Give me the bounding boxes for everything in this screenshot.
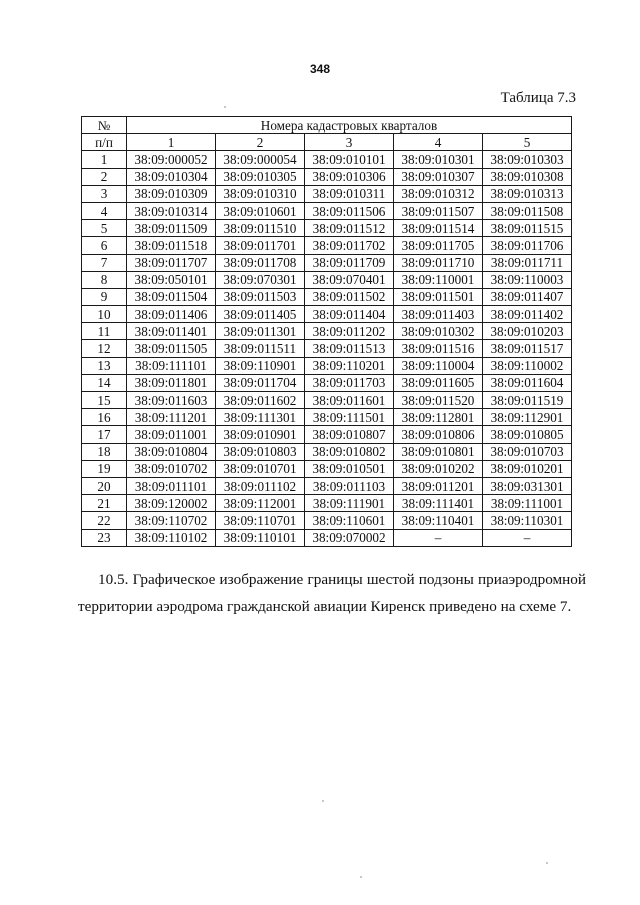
row-number-cell: 12 [82,340,127,357]
cadastral-number-cell: 38:09:011519 [483,392,572,409]
cadastral-number-cell: 38:09:011101 [127,477,216,494]
cadastral-number-cell: 38:09:112001 [216,495,305,512]
row-number-cell: 22 [82,512,127,529]
cadastral-number-cell: – [483,529,572,546]
cadastral-number-cell: 38:09:011512 [305,220,394,237]
cadastral-number-cell: 38:09:011201 [394,477,483,494]
cadastral-number-cell: 38:09:011518 [127,237,216,254]
table-row [82,288,572,305]
cadastral-number-cell: 38:09:011406 [127,306,216,323]
column-number-header: 5 [483,134,572,151]
table-row [82,306,572,323]
cadastral-number-cell: 38:09:010301 [394,151,483,168]
cadastral-number-cell: 38:09:011801 [127,374,216,391]
cadastral-number-cell: 38:09:011706 [483,237,572,254]
cadastral-number-cell: 38:09:011702 [305,237,394,254]
cadastral-number-cell: 38:09:010312 [394,185,483,202]
cadastral-number-cell: 38:09:110701 [216,512,305,529]
cadastral-number-cell: 38:09:110003 [483,271,572,288]
cadastral-number-cell: 38:09:011404 [305,306,394,323]
cadastral-number-cell: 38:09:011604 [483,374,572,391]
cadastral-number-cell: 38:09:010203 [483,323,572,340]
scan-speck [322,800,324,802]
cadastral-number-cell: 38:09:010703 [483,443,572,460]
cadastral-number-cell: 38:09:120002 [127,495,216,512]
cadastral-number-cell: 38:09:111501 [305,409,394,426]
section-paragraph: 10.5. Графическое изображение границы шестой подзоны приаэродромной территории аэродрома гражданской авиации Киренск приведено на схеме 7. [78,571,586,615]
cadastral-number-cell: 38:09:010702 [127,460,216,477]
column-number-header: 3 [305,134,394,151]
cadastral-number-cell: 38:09:011505 [127,340,216,357]
table-row [82,374,572,391]
cadastral-number-cell: 38:09:031301 [483,477,572,494]
cadastral-number-cell: 38:09:010311 [305,185,394,202]
row-number-cell: 16 [82,409,127,426]
table-row [82,477,572,494]
cadastral-number-cell: 38:09:010306 [305,168,394,185]
cadastral-number-cell: 38:09:011708 [216,254,305,271]
row-number-cell: 10 [82,306,127,323]
row-number-cell: 9 [82,288,127,305]
cadastral-number-cell: 38:09:010101 [305,151,394,168]
cadastral-number-cell: 38:09:010302 [394,323,483,340]
cadastral-number-cell: 38:09:110002 [483,357,572,374]
cadastral-number-cell: 38:09:010304 [127,168,216,185]
cadastral-number-cell: 38:09:110901 [216,357,305,374]
table-row [82,426,572,443]
cadastral-number-cell: 38:09:011102 [216,477,305,494]
cadastral-number-cell: 38:09:070301 [216,271,305,288]
cadastral-number-cell: 38:09:010309 [127,185,216,202]
cadastral-number-cell: 38:09:011602 [216,392,305,409]
cadastral-number-cell: 38:09:011403 [394,306,483,323]
table-row [82,237,572,254]
cadastral-number-cell: 38:09:111301 [216,409,305,426]
table-caption: Таблица 7.3 [500,90,576,106]
cadastral-number-cell: 38:09:010806 [394,426,483,443]
cadastral-number-cell: 38:09:010307 [394,168,483,185]
cadastral-number-cell: 38:09:011202 [305,323,394,340]
cadastral-number-cell: 38:09:011701 [216,237,305,254]
cadastral-number-cell: 38:09:010202 [394,460,483,477]
table-row [82,460,572,477]
cadastral-number-cell: 38:09:000052 [127,151,216,168]
table-row [82,512,572,529]
cadastral-number-cell: 38:09:110301 [483,512,572,529]
row-number-cell: 21 [82,495,127,512]
cadastral-number-cell: 38:09:010803 [216,443,305,460]
cadastral-number-cell: – [394,529,483,546]
scan-speck [224,106,226,108]
table-row [82,254,572,271]
table-row [82,392,572,409]
scan-speck [360,876,362,878]
cadastral-number-cell: 38:09:112801 [394,409,483,426]
row-number-cell: 5 [82,220,127,237]
cadastral-number-cell: 38:09:010901 [216,426,305,443]
cadastral-number-cell: 38:09:011514 [394,220,483,237]
cadastral-number-cell: 38:09:110102 [127,529,216,546]
cadastral-number-cell: 38:09:011705 [394,237,483,254]
row-number-cell: 18 [82,443,127,460]
row-number-cell: 3 [82,185,127,202]
cadastral-number-cell: 38:09:011703 [305,374,394,391]
table-row [82,529,572,546]
cadastral-number-cell: 38:09:011301 [216,323,305,340]
header-cadastral-quarters: Номера кадастровых кварталов [127,117,572,134]
table-row [82,220,572,237]
cadastral-number-cell: 38:09:010314 [127,202,216,219]
row-number-cell: 14 [82,374,127,391]
cadastral-number-cell: 38:09:011707 [127,254,216,271]
cadastral-number-cell: 38:09:011516 [394,340,483,357]
cadastral-number-cell: 38:09:110601 [305,512,394,529]
cadastral-number-cell: 38:09:111901 [305,495,394,512]
cadastral-number-cell: 38:09:010308 [483,168,572,185]
cadastral-number-cell: 38:09:070401 [305,271,394,288]
row-number-cell: 4 [82,202,127,219]
table-subheader-row [82,134,572,151]
cadastral-number-cell: 38:09:110401 [394,512,483,529]
row-number-cell: 1 [82,151,127,168]
cadastral-number-cell: 38:09:011710 [394,254,483,271]
cadastral-number-cell: 38:09:111201 [127,409,216,426]
header-number-sign: № [82,117,127,134]
cadastral-number-cell: 38:09:010310 [216,185,305,202]
cadastral-number-cell: 38:09:011401 [127,323,216,340]
cadastral-number-cell: 38:09:010303 [483,151,572,168]
cadastral-number-cell: 38:09:010804 [127,443,216,460]
table-row [82,271,572,288]
cadastral-number-cell: 38:09:110201 [305,357,394,374]
cadastral-number-cell: 38:09:010807 [305,426,394,443]
table-body [82,151,572,546]
table-row [82,495,572,512]
row-number-cell: 19 [82,460,127,477]
cadastral-number-cell: 38:09:010701 [216,460,305,477]
table-row [82,151,572,168]
table-row [82,357,572,374]
cadastral-number-cell: 38:09:010802 [305,443,394,460]
cadastral-number-cell: 38:09:011402 [483,306,572,323]
table-row [82,409,572,426]
cadastral-number-cell: 38:09:011507 [394,202,483,219]
cadastral-number-cell: 38:09:110001 [394,271,483,288]
page-number: 348 [309,62,331,76]
column-number-header: 1 [127,134,216,151]
table-row [82,168,572,185]
cadastral-number-cell: 38:09:000054 [216,151,305,168]
table-header-row [82,117,572,134]
cadastral-number-cell: 38:09:011001 [127,426,216,443]
cadastral-number-cell: 38:09:011502 [305,288,394,305]
row-number-cell: 11 [82,323,127,340]
cadastral-number-cell: 38:09:011605 [394,374,483,391]
cadastral-number-cell: 38:09:110004 [394,357,483,374]
row-number-cell: 15 [82,392,127,409]
scan-speck [546,862,548,864]
cadastral-number-cell: 38:09:110702 [127,512,216,529]
row-number-cell: 7 [82,254,127,271]
table-row [82,323,572,340]
cadastral-number-cell: 38:09:010805 [483,426,572,443]
row-number-cell: 17 [82,426,127,443]
cadastral-number-cell: 38:09:011709 [305,254,394,271]
cadastral-number-cell: 38:09:011510 [216,220,305,237]
cadastral-number-cell: 38:09:011704 [216,374,305,391]
cadastral-number-cell: 38:09:010501 [305,460,394,477]
column-number-header: 4 [394,134,483,151]
cadastral-number-cell: 38:09:010313 [483,185,572,202]
header-pp: п/п [82,134,127,151]
cadastral-number-cell: 38:09:011603 [127,392,216,409]
row-number-cell: 23 [82,529,127,546]
cadastral-number-cell: 38:09:011601 [305,392,394,409]
table-row [82,340,572,357]
cadastral-number-cell: 38:09:111101 [127,357,216,374]
cadastral-number-cell: 38:09:010305 [216,168,305,185]
cadastral-number-cell: 38:09:011503 [216,288,305,305]
cadastral-number-cell: 38:09:010601 [216,202,305,219]
table-row [82,443,572,460]
cadastral-number-cell: 38:09:111401 [394,495,483,512]
cadastral-number-cell: 38:09:011504 [127,288,216,305]
cadastral-number-cell: 38:09:010801 [394,443,483,460]
cadastral-number-cell: 38:09:011511 [216,340,305,357]
cadastral-number-cell: 38:09:011501 [394,288,483,305]
column-number-header: 2 [216,134,305,151]
cadastral-number-cell: 38:09:011520 [394,392,483,409]
cadastral-number-cell: 38:09:011711 [483,254,572,271]
cadastral-number-cell: 38:09:011407 [483,288,572,305]
cadastral-number-cell: 38:09:070002 [305,529,394,546]
cadastral-number-cell: 38:09:050101 [127,271,216,288]
cadastral-number-cell: 38:09:011515 [483,220,572,237]
cadastral-number-cell: 38:09:011513 [305,340,394,357]
cadastral-number-cell: 38:09:011508 [483,202,572,219]
row-number-cell: 8 [82,271,127,288]
cadastral-number-cell: 38:09:010201 [483,460,572,477]
cadastral-number-cell: 38:09:011506 [305,202,394,219]
row-number-cell: 20 [82,477,127,494]
cadastral-number-cell: 38:09:011509 [127,220,216,237]
cadastral-quarters-table [81,116,572,547]
cadastral-number-cell: 38:09:011517 [483,340,572,357]
table-row [82,185,572,202]
cadastral-number-cell: 38:09:112901 [483,409,572,426]
table-row [82,202,572,219]
cadastral-number-cell: 38:09:011405 [216,306,305,323]
row-number-cell: 2 [82,168,127,185]
cadastral-number-cell: 38:09:011103 [305,477,394,494]
cadastral-number-cell: 38:09:110101 [216,529,305,546]
cadastral-number-cell: 38:09:111001 [483,495,572,512]
row-number-cell: 6 [82,237,127,254]
row-number-cell: 13 [82,357,127,374]
